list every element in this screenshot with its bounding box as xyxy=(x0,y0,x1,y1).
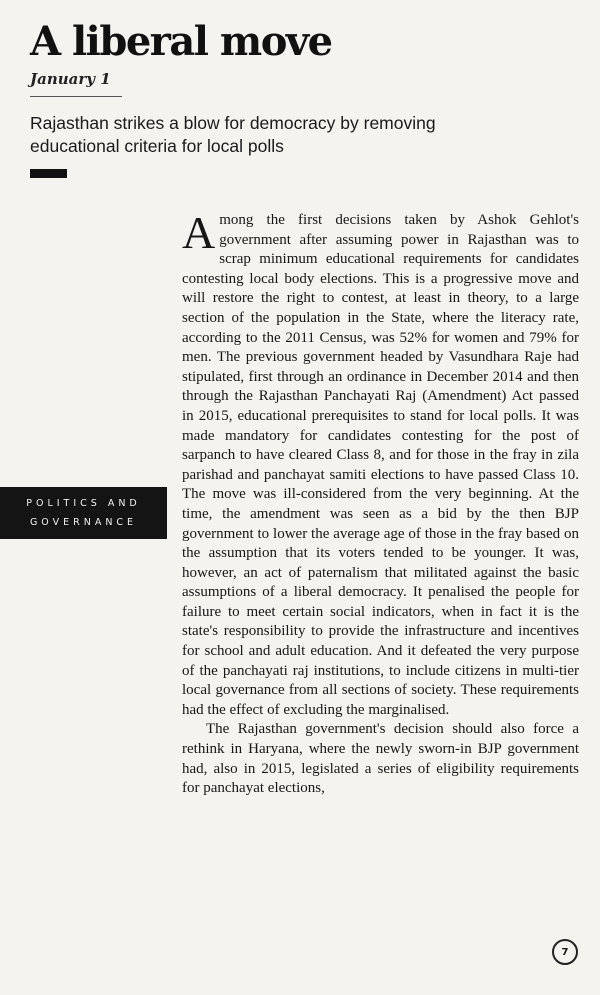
decorative-bar xyxy=(30,169,67,178)
section-label-line2: GOVERNANCE xyxy=(29,517,138,528)
article-standfirst: Rajasthan strikes a blow for democracy by removing educational criteria for local polls xyxy=(30,113,436,156)
body-paragraph-1 xyxy=(182,207,579,720)
paragraph-1-text: mong the first decisions taken by Ashok Gehlot's government after assuming power in Rajasthan was to scrap minimum educational requirements for candidates contesting local body elections. This is a progressive move and will restore the right to contest, at least in theory, to a large section of the population in the State, where the literacy rate, according to the 2011 Census, was 52% for women and 79% for men. The previous government headed by Vasundhara Raje had stipulated, first through an ordinance in December 2014 and then through the Rajasthan Panchayati Raj (Amendment) Act passed in 2015, educational prerequisites to stand for local polls. It was made mandatory for candidates contesting for the post of sarpanch to have cleared Class 8, and for those in the fray in zila parishad and panchayat samiti elections to have passed Class 10. The move was ill-considered from the very beginning. At the time, the amendment was seen as a bid by the then BJP government to lower the average age of those in the fray based on the assumption that its voters tended to be younger. It was, however, an act of paternalism that militated against the basic assumptions of a liberal democracy. It penalised the people for failure to meet certain social indicators, when in fact it is the state's responsibility to provide the infrastructure and incentives for school and adult education. And it defeated the very purpose of the panchayati raj institutions, to include citizens in multi-tier local governance from all sections of society. These requirements had the effect of excluding the marginalised. xyxy=(182,212,579,718)
article-date: January 1 xyxy=(30,70,111,88)
section-label xyxy=(0,487,167,539)
article-body xyxy=(182,207,579,799)
drop-cap: A xyxy=(182,207,216,258)
page-number: 7 xyxy=(552,939,578,965)
section-label-line1: POLITICS AND xyxy=(26,498,141,509)
body-paragraph-2: The Rajasthan government's decision should also force a rethink in Haryana, where the newly sworn-in BJP government had, also in 2015, legislated a series of eligibility requirements for panchayat elections, xyxy=(182,721,579,797)
date-underline xyxy=(30,96,122,97)
article-headline: A liberal move xyxy=(30,18,332,65)
